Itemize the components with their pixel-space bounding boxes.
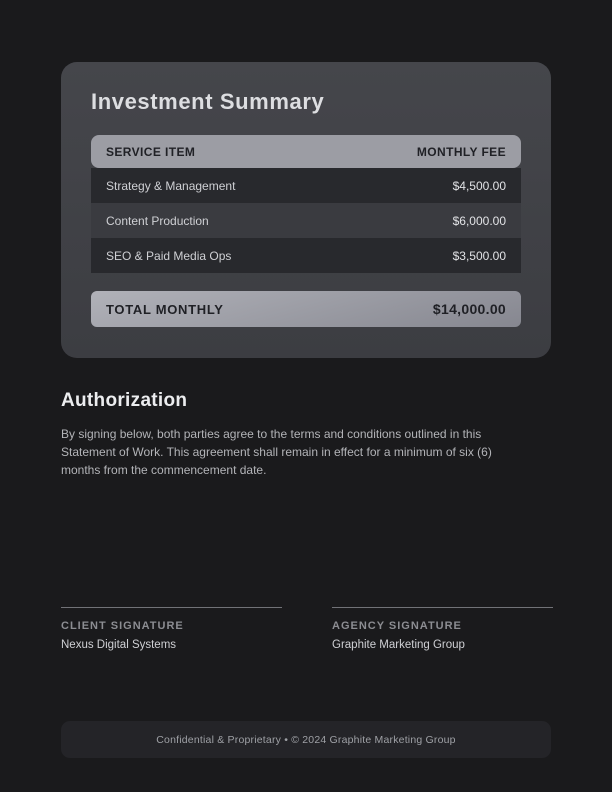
service-item-fee: $6,000.00 bbox=[452, 213, 506, 228]
card-title: Investment Summary bbox=[91, 89, 325, 114]
authorization-body: By signing below, both parties agree to the terms and conditions outlined in this Statement of Work. This agreement shall remain in effect for a minimum of six (6) months from the commencement date. bbox=[61, 427, 492, 477]
table-header-row bbox=[91, 135, 521, 168]
service-item-fee: $4,500.00 bbox=[452, 178, 506, 193]
service-item-fee: $3,500.00 bbox=[452, 248, 506, 263]
table-row bbox=[91, 168, 521, 203]
authorization-section bbox=[61, 390, 523, 479]
agency-signature-name: Graphite Marketing Group bbox=[332, 639, 465, 651]
table-row bbox=[91, 238, 521, 273]
total-value: $14,000.00 bbox=[432, 301, 506, 317]
footer-text: Confidential & Proprietary • © 2024 Graphite Marketing Group bbox=[156, 733, 456, 746]
total-label: TOTAL MONTHLY bbox=[106, 301, 224, 317]
agency-signature-line bbox=[332, 607, 553, 608]
col-header-service-item: SERVICE ITEM bbox=[106, 144, 196, 159]
col-header-monthly-fee: MONTHLY FEE bbox=[416, 144, 506, 159]
investment-summary-card bbox=[61, 62, 551, 358]
service-item-name: Content Production bbox=[106, 213, 209, 228]
client-signature-name: Nexus Digital Systems bbox=[61, 639, 177, 651]
total-monthly-row bbox=[91, 291, 521, 327]
agency-signature-label: AGENCY SIGNATURE bbox=[332, 620, 462, 632]
client-signature-block bbox=[61, 607, 282, 651]
table-row bbox=[91, 203, 521, 238]
authorization-heading: Authorization bbox=[61, 390, 188, 411]
signature-section bbox=[61, 607, 553, 651]
footer-bar bbox=[61, 721, 551, 758]
service-item-name: SEO & Paid Media Ops bbox=[106, 248, 232, 263]
pricing-table bbox=[91, 135, 521, 327]
client-signature-line bbox=[61, 607, 282, 608]
client-signature-label: CLIENT SIGNATURE bbox=[61, 620, 184, 632]
agency-signature-block bbox=[332, 607, 553, 651]
service-item-name: Strategy & Management bbox=[106, 178, 236, 193]
